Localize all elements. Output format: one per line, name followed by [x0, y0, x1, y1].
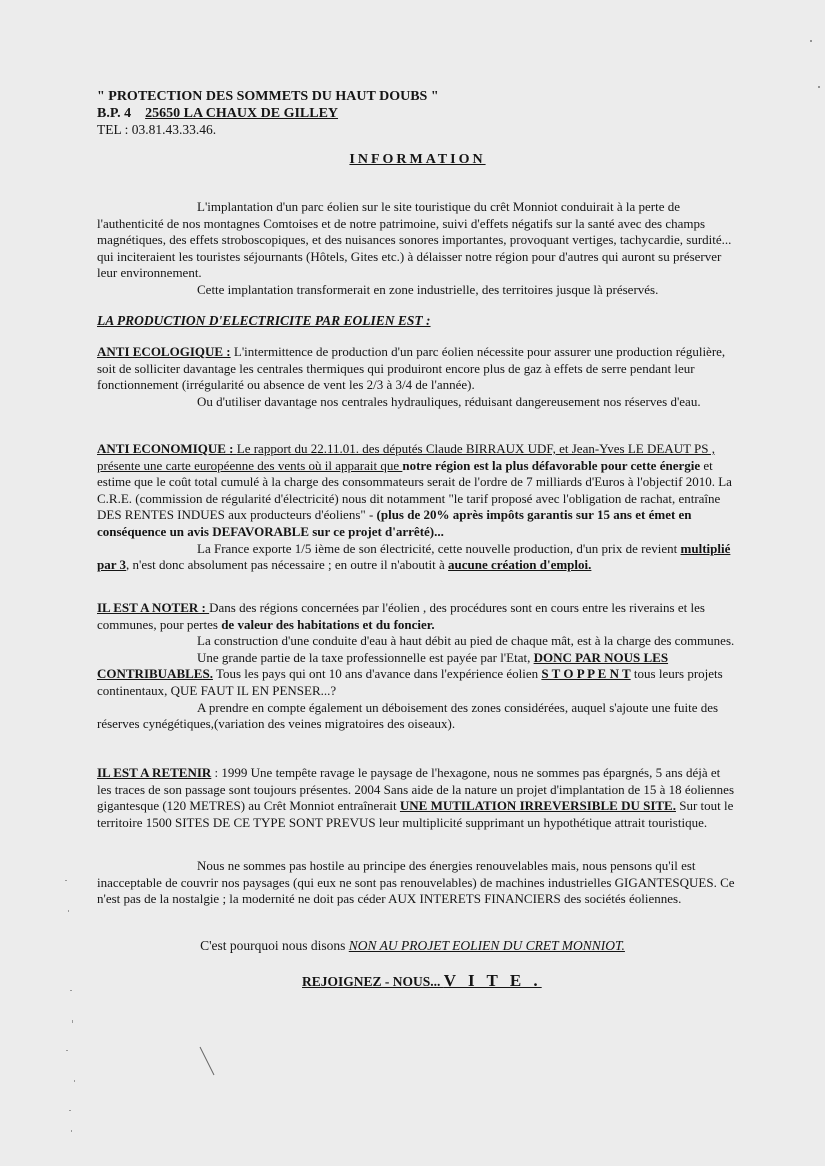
intro-paragraph: [97, 199, 737, 299]
noter-text: Dans des régions concernées par l'éolien , des procédures sont en cours entre les riverains et les communes, pour pertes: [97, 600, 705, 632]
economique-text-4: , n'est donc absolument pas nécessaire ; en outre il n'aboutit à: [126, 557, 449, 573]
po-box: B.P. 4: [97, 106, 132, 121]
noter-text-3: Une grande partie de la taxe professionnelle est payée par l'Etat,: [197, 649, 534, 665]
retenir-paragraph: [97, 765, 737, 831]
ecologique-paragraph: [97, 344, 737, 410]
document-title: INFORMATION: [349, 152, 486, 167]
postal-address: [97, 105, 338, 122]
economique-label: ANTI ECONOMIQUE :: [97, 441, 237, 456]
slogan-line: [0, 938, 825, 954]
final-call-vite: V I T E .: [443, 971, 542, 990]
section-heading: LA PRODUCTION D'ELECTRICITE PAR EOLIEN EST :: [97, 313, 431, 328]
org-name: " PROTECTION DES SOMMETS DU HAUT DOUBS ": [97, 89, 439, 104]
conclusion-text: Nous ne sommes pas hostile au principe des énergies renouvelables mais, nous pensons qu'il est inacceptable de couvrir nos paysages (qui eux ne sont pas renouvelables) de machines industrielles GIGANTESQUES. Ce n'est pas de la nostalgie ; la modernité ne doit pas céder AUX INTERETS FINANCIERS des sociétés éoliennes.: [97, 858, 735, 907]
ecologique-label: ANTI ECOLOGIQUE :: [97, 344, 231, 359]
noter-paragraph: [97, 600, 737, 733]
ecologique-text: L'intermittence de production d'un parc éolien nécessite pour assurer une production régulière, soit de solliciter davantage les centrales thermiques qui produiront encore plus de gaz à effets de serre pendant leur fonctionnement (irrégularité ou absence de vent les 2/3 à 3/4 de l'année).: [97, 344, 726, 393]
final-call: [302, 971, 542, 991]
pen-mark: [198, 1045, 218, 1079]
intro-text-2: Cette implantation transformerait en zone industrielle, des territoires jusque là préservés.: [197, 281, 659, 297]
final-call-text: REJOIGNEZ - NOUS...: [302, 974, 444, 989]
economique-text-2: et estime que le coût total cumulé à la charge des consommateurs serait de l'ordre de 7 milliards d'Euros à l'objectif 2010. La C.R.E. (commission de régularité d'électricité) nous dit notamment "le tarif proposé avec l'obligation de rachat, entraîne DES RENTES INDUES aux producteurs d'éoliens" -: [97, 457, 732, 523]
economique-bold-1: notre région est la plus défavorable pour cette énergie: [402, 457, 701, 473]
no-jobs-phrase: aucune création d'emploi.: [448, 557, 592, 573]
noter-bold: de valeur des habitations et du foncier.: [221, 616, 435, 632]
retenir-label: IL EST A RETENIR: [97, 765, 212, 780]
retenir-text-2: Sur tout le territoire 1500 SITES DE CE TYPE SONT PREVUS leur multiplicité supprimant un hypothétique attrait touristique.: [97, 798, 734, 830]
economique-paragraph: [97, 441, 737, 574]
town-address: 25650 LA CHAUX DE GILLEY: [145, 106, 339, 121]
scan-speck: [810, 40, 812, 42]
margin-scan-noise: [50, 870, 90, 1160]
economique-text-3: La France exporte 1/5 ième de son électricité, cette nouvelle production, d'un prix de revient: [197, 540, 681, 556]
conclusion-paragraph: [97, 858, 737, 908]
noter-label: IL EST A NOTER :: [97, 600, 210, 615]
stop-phrase: S T O P P E N T: [541, 666, 631, 682]
scan-speck: [818, 86, 820, 88]
slogan-prefix: C'est pourquoi nous disons: [200, 938, 349, 953]
noter-text-4: Tous les pays qui ont 10 ans d'avance dans l'expérience éolien: [212, 666, 542, 682]
noter-text-6: A prendre en compte également un déboisement des zones considérées, auquel s'ajoute une fuite des réserves cynégétiques,(variation des veines migratoires des oiseaux).: [97, 699, 719, 732]
economique-bold-2: (plus de 20% après impôts garantis sur 15 ans et émet en conséquence un avis DEFAVORABLE sur ce projet d'arrêté)...: [97, 507, 692, 539]
noter-text-5: tous leurs projets continentaux, QUE FAUT IL EN PENSER...?: [97, 666, 723, 698]
mutilation-phrase: UNE MUTILATION IRREVERSIBLE DU SITE.: [399, 798, 676, 814]
intro-text: L'implantation d'un parc éolien sur le site touristique du crêt Monniot conduirait à la perte de l'authenticité de nos montagnes Comtoises et de notre patrimoine, suivi d'effets négatifs sur la santé avec des champs magnétiques, des effets stroboscopiques, et des nuisances sonores importantes, provoquant vertiges, tachycardie, surdité... qui inciteraient les touristes séjournants (Hôtels, Gites etc.) à délaisser notre région pour d'autres qui auront su préserver leur environnement.: [97, 199, 732, 281]
ecologique-text-2: Ou d'utiliser davantage nos centrales hydrauliques, réduisant dangereusement nos réserves d'eau.: [197, 393, 701, 409]
telephone: TEL : 03.81.43.33.46.: [97, 122, 217, 137]
retenir-text: : 1999 Une tempête ravage le paysage de l'hexagone, nous ne sommes pas épargnés, 5 ans déjà et les traces de son passage sont toujours présentes. 2004 Sans aide de la nature un projet d'implantation de 15 à 18 éoliennes gigantesque (120 METRES) au Crêt Monniot entraînerait: [97, 765, 735, 814]
noter-text-2: La construction d'une conduite d'eau à haut débit au pied de chaque mât, est à la charge des communes.: [197, 633, 735, 649]
taxpayers-phrase: DONC PAR NOUS LES CONTRIBUABLES.: [97, 649, 669, 682]
economique-text: Le rapport du 22.11.01. des députés Claude BIRRAUX UDF, et Jean-Yves LE DEAUT PS , présente une carte européenne des vents où il apparait que: [97, 441, 715, 473]
multiplied-phrase: multiplié par 3: [97, 540, 731, 573]
slogan: NON AU PROJET EOLIEN DU CRET MONNIOT.: [348, 938, 625, 953]
